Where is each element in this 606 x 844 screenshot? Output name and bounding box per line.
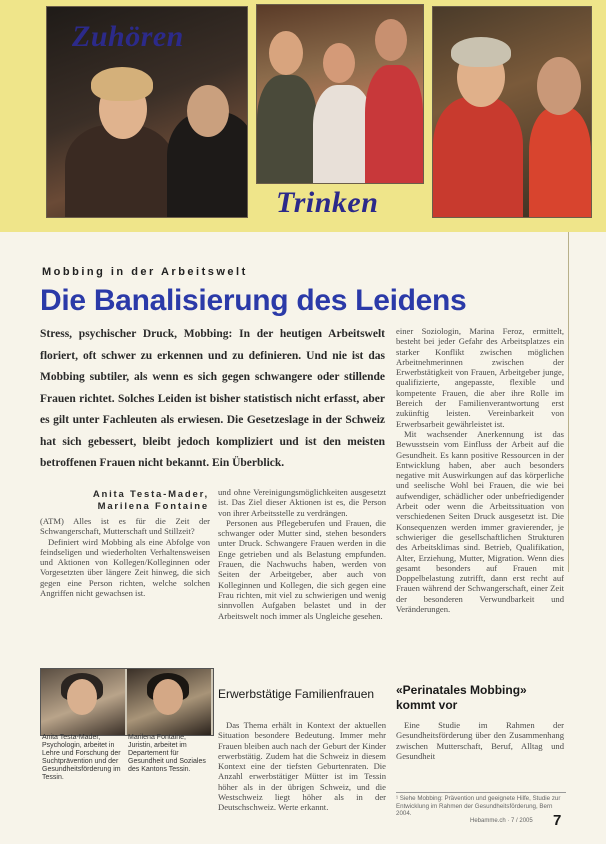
author-portraits	[40, 668, 214, 736]
author-line: Anita Testa-Mader,	[92, 489, 209, 500]
caption-testa-mader: Anita Testa-Mader, Psychologin, arbeitet in Lehre und Forschung der Suchtprävention und der Gesundheitsförderung im Tessin.	[42, 734, 121, 781]
folio: Hebamme.ch · 7 / 2005	[470, 818, 533, 824]
body-column-3b	[396, 720, 564, 761]
paragraph: (ATM) Alles ist es für die Zeit der Schwangerschaft, Mutterschaft und Stillzeit?	[40, 516, 210, 537]
caption-fontaine: Marilena Fontaine, Juristin, arbeitet im Departement für Gesundheit und Soziales des Kantons Tessin.	[128, 734, 206, 773]
paragraph: Definiert wird Mobbing als eine Abfolge von feindseligen und wiederholten Verhaltensweisen und Aktionen von Kollegen/Kolleginnen oder Vorgesetzten über längere Zeit hinweg, die sich gegen eine Person richten, welche solchen Angriffen nicht gewachsen ist.	[40, 536, 210, 599]
article-authors	[44, 489, 209, 513]
paragraph: Das Thema erhält in Kontext der aktuellen Situation besondere Bedeutung. Immer mehr Frauen bleiben auch nach der Geburt der Kinder erwerbstätig. Zudem hat die Schweiz in diesem Kontext eine der tiefsten Geburtenraten. Die Anzahl erwerbstätiger Mütter ist im Tessin höher als in der übrigen Schweiz, und die Westschweiz liegt höher als in der Deutschschweiz. Werte erkannt.	[218, 720, 386, 813]
footnote-divider	[396, 792, 566, 793]
footnote: ¹ Siehe Mobbing: Prävention und geeignete Hilfe, Studie zur Entwicklung im Rahmen der Gesundheitsförderung, Bern 2004.	[396, 795, 561, 817]
article-kicker: Mobbing in der Arbeitswelt	[42, 266, 248, 278]
body-column-2b	[218, 720, 386, 813]
paragraph: Eine Studie im Rahmen der Gesundheitsförderung über den Zusammenhang zwischen Mutterschaft, Beruf, Alltag und Gesundheit	[396, 720, 564, 761]
photo-party	[256, 4, 424, 184]
portrait-fontaine	[127, 669, 211, 735]
paragraph: und ohne Vereinigungsmöglichkeiten ausgesetzt ist. Das Ziel dieser Aktionen ist es, die Person von ihrer Arbeitsstelle zu verdrängen.	[218, 487, 386, 518]
paragraph: einer Soziologin, Marina Feroz, ermittelt, besteht bei jeder Gefahr des Arbeitsplatzes ein starker Konflikt zwischen möglichen Arbeitnehmerinnen zwischen der Erwerbstätigkeit von Frauen, Arbeitgeber junge, qualifizierte, angepasste, flexible und kompetente Frauen, die aber ihre Rolle im Bereich der Familienverantwortung erst zukünftig leisten. Vereinbarkeit von Erwerbsarbeit gewährleistet ist.	[396, 326, 564, 429]
body-column-3	[396, 326, 564, 614]
article-headline: Die Banalisierung des Leidens	[40, 284, 467, 317]
body-column-2	[218, 487, 386, 621]
paragraph: Mit wachsender Anerkennung ist das Bewusstsein vom Einfluss der Arbeit auf die Gesundheit. Es kann positive Ressourcen in der Entwicklung haben, aber auch besonders negative mit Auswirkungen auf das körperliche und seelische Wohl bei Frauen, die wie bei aufwendiger, schädlicher oder unbefriedigender Arbeit oder wenn die Arbeitssituation von verschiedenen Seiten Druck ausgesetzt ist. Die Konsequenzen werden immer gravierender, je schwieriger die gesellschaftlichen Strukturen des Arbeitsklimas sind. Betrieb, Qualifikation, Alter, Erziehung, Mutter, Migration. Wenn dies gesamt besonders auf Frauen mit Doppelbelastung zutrifft, dann erst recht auf Frauen während der Schwangerschaft, einer Zeit der besonderen Verwundbarkeit und Veränderungen.	[396, 428, 564, 615]
column-rule	[568, 232, 569, 572]
subhead-perinatales-mobbing: «Perinatales Mobbing» kommt vor	[396, 683, 527, 712]
paragraph: Personen aus Pflegeberufen und Frauen, die schwanger oder Mutter sind, stehen besonders unter Druck. Schwangere Frauen werden in die Enge getrieben und als Belastung empfunden. Frauen, die Nachwuchs haben, werden von Seiten der Arbeitgeber, aber auch von Kolleginnen und Kollegen, die sich gegen eine Frau richten, mit viel zu schwierigen und wenig sinnvollen Aufgaben belastet und in der Arbeitswelt noch immer als Ungleiche gesehen.	[218, 517, 386, 621]
page-number: 7	[553, 812, 562, 829]
body-column-1	[40, 516, 210, 598]
photo-title-drinking: Trinken	[276, 186, 379, 219]
portrait-testa-mader	[41, 669, 125, 735]
author-line: Marilena Fontaine	[97, 501, 209, 512]
photo-drinking	[432, 6, 592, 218]
article-lead: Stress, psychischer Druck, Mobbing: In der heutigen Arbeitswelt floriert, oft schwer zu erkennen und zu definieren. Und nie ist das Mobbing subtiler, als wenn es sich gegen schwangere oder stillende Frauen richtet. Solches Leiden ist bisher statistisch nicht erfasst, aber es gilt unter Fachleuten als erwiesen. Die Gesetzeslage in der Schweiz hat sich gebessert, bleibt jedoch kompliziert und ist den meisten betroffenen Frauen nicht bekannt. Ein Überblick.	[40, 328, 385, 469]
subhead-familienfrauen: Erwerbstätige Familienfrauen	[218, 687, 375, 701]
photo-title-listening: Zuhören	[72, 20, 184, 53]
